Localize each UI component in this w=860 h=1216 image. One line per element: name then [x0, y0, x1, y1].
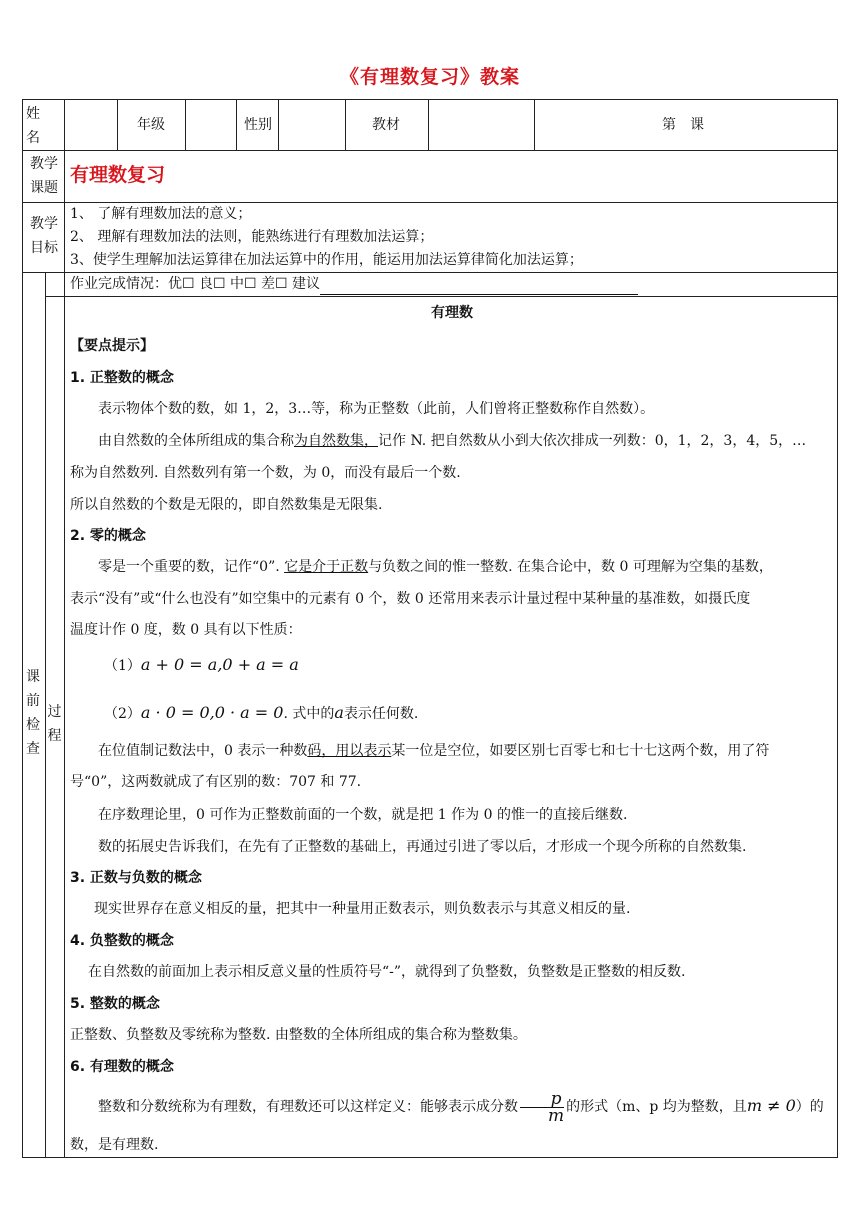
precheck-label: 课前检查 [26, 669, 40, 757]
goals-label: 教学目标 [30, 216, 58, 256]
fraction-numerator: p [520, 1091, 564, 1108]
lesson-label: 第 课 [662, 117, 704, 133]
underlined-text: 为自然数集， [294, 433, 378, 449]
formula: a · 0 = 0,0 · a = 0 [140, 703, 284, 722]
paragraph: 温度计作 0 度，数 0 具有以下性质： [70, 622, 302, 638]
paragraph: 表示“没有”或“什么也没有”如空集中的元素有 0 个，数 0 还常用来表示计量过程中某种量的基准数，如摄氏度 [70, 591, 751, 607]
section-title: 1. 正整数的概念 [70, 370, 174, 386]
formula-2 [104, 702, 860, 725]
topic-value: 有理数复习 [70, 164, 166, 186]
section-title: 4. 负整数的概念 [70, 933, 174, 949]
fraction [520, 1088, 565, 1126]
page-title: 《有理数复习》教案 [339, 66, 520, 88]
text: 由自然数的全体所组成的集合称 [98, 433, 294, 449]
paragraph [70, 740, 834, 762]
text: 某一位是空位，如要区别七百零七和七十七这两个数，用了符 [391, 743, 770, 759]
suggestion-line[interactable] [320, 280, 638, 295]
grade-label: 年级 [137, 117, 165, 133]
paragraph: 称为自然数列. 自然数列有第一个数，为 0，而没有最后一个数. [70, 465, 461, 481]
paragraph: 正整数、负整数及零统称为整数. 由整数的全体所组成的集合称为整数集。 [70, 1027, 527, 1043]
paragraph [70, 1086, 834, 1127]
formula-label: （2） [104, 706, 141, 722]
name-label: 姓名 [26, 106, 40, 146]
text: 整数和分数统称为有理数，有理数还可以这样定义：能够表示成分数 [98, 1099, 518, 1115]
goal-item: 2、 理解有理数加法的法则，能熟练进行有理数加法运算； [70, 229, 434, 245]
paragraph: 号“0”，这两数就成了有区别的数：707 和 77. [70, 774, 362, 790]
paragraph: 数的拓展史告诉我们，在先有了正整数的基础上，再通过引进了零以后，才形成一个现今所称的自然数集. [98, 839, 747, 855]
formula: a + 0 = a,0 + a = a [140, 655, 299, 674]
process-label: 过程 [47, 704, 62, 744]
text: . 式中的 [283, 706, 335, 722]
paragraph: 数，是有理数. [70, 1137, 159, 1153]
section-title: 6. 有理数的概念 [70, 1059, 174, 1075]
paragraph: 在序数理论里，0 可作为正整数前面的一个数，就是把 1 作为 0 的惟一的直接后继数. [98, 807, 628, 823]
text: ）的 [795, 1099, 824, 1115]
content-heading: 有理数 [431, 305, 473, 321]
text: 在位值制记数法中，0 表示一种数 [98, 743, 308, 759]
variable: a [334, 703, 344, 722]
formula-label: （1） [104, 658, 141, 674]
section-title: 3. 正数与负数的概念 [70, 870, 202, 886]
paragraph: 表示物体个数的数，如 1，2，3…等，称为正整数（此前，人们曾将正整数称作自然数）。 [98, 401, 655, 417]
goal-item: 1、 了解有理数加法的意义； [70, 206, 252, 222]
underlined-text: 它是介于正数 [284, 559, 369, 575]
underlined-text: 码，用以表示 [307, 743, 392, 759]
text: 零是一个重要的数，记作“0”. [98, 559, 285, 575]
tips-heading: 【要点提示】 [70, 338, 154, 354]
section-title: 5. 整数的概念 [70, 996, 160, 1012]
paragraph [70, 430, 834, 452]
text: 与负数之间的惟一整数. 在集合论中，数 0 可理解为空集的基数， [368, 559, 773, 575]
text: 记作 N. 把自然数从小到大依次排成一列数：0，1，2，3，4，5，… [378, 433, 807, 449]
fraction-denominator: m [548, 1105, 565, 1126]
paragraph [70, 556, 834, 578]
textbook-label: 教材 [372, 117, 400, 133]
paragraph: 所以自然数的个数是无限的，即自然数集是无限集. [70, 497, 383, 513]
paragraph: 现实世界存在意义相反的量，把其中一种量用正数表示，则负数表示与其意义相反的量. [94, 901, 631, 917]
section-title: 2. 零的概念 [70, 528, 146, 544]
homework-text: 作业完成情况：优☐ 良☐ 中☐ 差☐ 建议 [70, 276, 321, 292]
text: 表示任何数. [343, 706, 419, 722]
text: 的形式（m、p 均为整数，且 [566, 1099, 747, 1115]
goal-item: 3、使学生理解加法运算律在加法运算中的作用，能运用加法运算律简化加法运算； [70, 252, 583, 268]
paragraph: 在自然数的前面加上表示相反意义量的性质符号“-”，就得到了负整数，负整数是正整数的相反数. [88, 964, 686, 980]
topic-label: 教学课题 [30, 156, 58, 196]
formula-1 [104, 654, 860, 677]
gender-label: 性别 [244, 117, 272, 133]
condition: m ≠ 0 [746, 1096, 796, 1115]
homework-status [70, 273, 638, 295]
